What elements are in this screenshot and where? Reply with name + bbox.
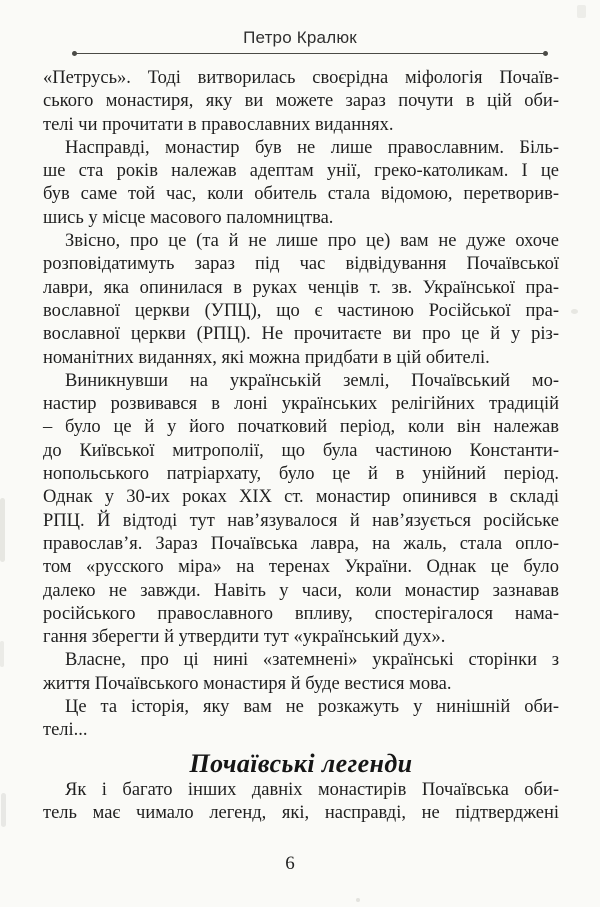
scan-artifact bbox=[0, 641, 4, 667]
text-line: нопольського патріархату, було це й в унійний період. bbox=[43, 464, 559, 485]
text-line: життя Почаївського монастиря й буде вестися мова. bbox=[43, 673, 452, 694]
text-line: Як і багато інших давніх монастирів Почаївська оби- bbox=[65, 779, 559, 800]
text-line: Звісно, про це (та й не лише про це) вам не дуже охоче bbox=[65, 231, 559, 252]
header-rule bbox=[72, 52, 548, 57]
section-heading: Почаївські легенди bbox=[189, 748, 413, 778]
paragraph bbox=[43, 779, 559, 826]
text-line: був саме той час, коли обитель стала відомою, перетворив- bbox=[43, 184, 559, 205]
paragraph bbox=[43, 649, 559, 696]
paragraph bbox=[43, 137, 559, 230]
text-line: лаври, яка опинилася в руках ченців т. зв. Української пра- bbox=[43, 277, 559, 298]
paragraph bbox=[43, 230, 559, 370]
text-line: телі... bbox=[43, 720, 88, 741]
scan-artifact bbox=[577, 5, 586, 18]
text-line: вославної церкви (УПЦ), що є частиною Російської пра- bbox=[43, 300, 559, 321]
text-line: далеко не завжди. Навіть у часи, коли монастир зазнавав bbox=[43, 580, 559, 601]
running-header bbox=[0, 27, 600, 48]
paragraph bbox=[43, 67, 559, 137]
text-line: номанітних виданнях, які можна придбати в цій обителі. bbox=[43, 347, 490, 368]
text-line: – було це й у його початковий період, коли він належав bbox=[43, 417, 559, 438]
text-line: Власне, про ці нині «затемнені» українські сторінки з bbox=[65, 650, 559, 671]
paragraph bbox=[43, 370, 559, 650]
text-line: том «русского міра» на теренах України. Однак це було bbox=[43, 557, 559, 578]
text-line: Це та історія, яку вам не розкажуть у нинішній оби- bbox=[65, 697, 559, 718]
text-line: «Петрусь». Тоді витворилась своєрідна міфологія Почаїв- bbox=[43, 68, 559, 88]
text-line: настир розвивався в лоні українських релігійних традицій bbox=[43, 394, 559, 415]
text-line: Однак у 30-их роках XIX ст. монастир опинився в складі bbox=[43, 487, 559, 508]
text-line: ше ста років належав адептам унії, греко-католикам. І це bbox=[43, 161, 559, 182]
text-line: до Київської митрополії, що була частиною Константи- bbox=[43, 440, 559, 461]
text-line: шись у місце масового паломництва. bbox=[43, 207, 334, 228]
rule-line bbox=[74, 53, 546, 54]
scan-artifact bbox=[1, 793, 6, 827]
body-text bbox=[43, 67, 559, 743]
text-line: Насправді, монастир був не лише православним. Біль- bbox=[65, 137, 559, 158]
page-body bbox=[43, 67, 559, 825]
text-line: російського православного впливу, спостерігалося нама- bbox=[43, 603, 559, 624]
page-number: 6 bbox=[285, 853, 295, 874]
text-line: розповідатимуть зараз під час відвідування Почаївської bbox=[43, 254, 559, 275]
text-line: РПЦ. Й відтоді тут нав’язувалося й нав’язується російське bbox=[43, 510, 559, 531]
text-line: гання зберегти й утвердити тут «український дух». bbox=[43, 627, 446, 648]
text-line: Виникнувши на українській землі, Почаївський мо- bbox=[65, 370, 559, 391]
body-text-after bbox=[43, 779, 559, 826]
scan-artifact bbox=[0, 498, 5, 562]
author-name: Петро Кралюк bbox=[243, 28, 357, 47]
text-line: тель має чимало легенд, які, насправді, не підтверджені bbox=[43, 802, 559, 823]
scan-artifact bbox=[356, 898, 360, 902]
rule-dot-right-icon bbox=[543, 51, 548, 56]
paragraph bbox=[43, 696, 559, 743]
text-line: вославної церкви (РПЦ). Не прочитаєте ви про це й у різ- bbox=[43, 324, 559, 345]
text-line: православ’я. Зараз Почаївська лавра, на жаль, стала опло- bbox=[43, 533, 559, 554]
scan-artifact bbox=[571, 309, 578, 314]
text-line: ського монастиря, яку ви можете зараз почути в цій оби- bbox=[43, 91, 559, 112]
text-line: телі чи прочитати в православних виданнях. bbox=[43, 114, 394, 135]
